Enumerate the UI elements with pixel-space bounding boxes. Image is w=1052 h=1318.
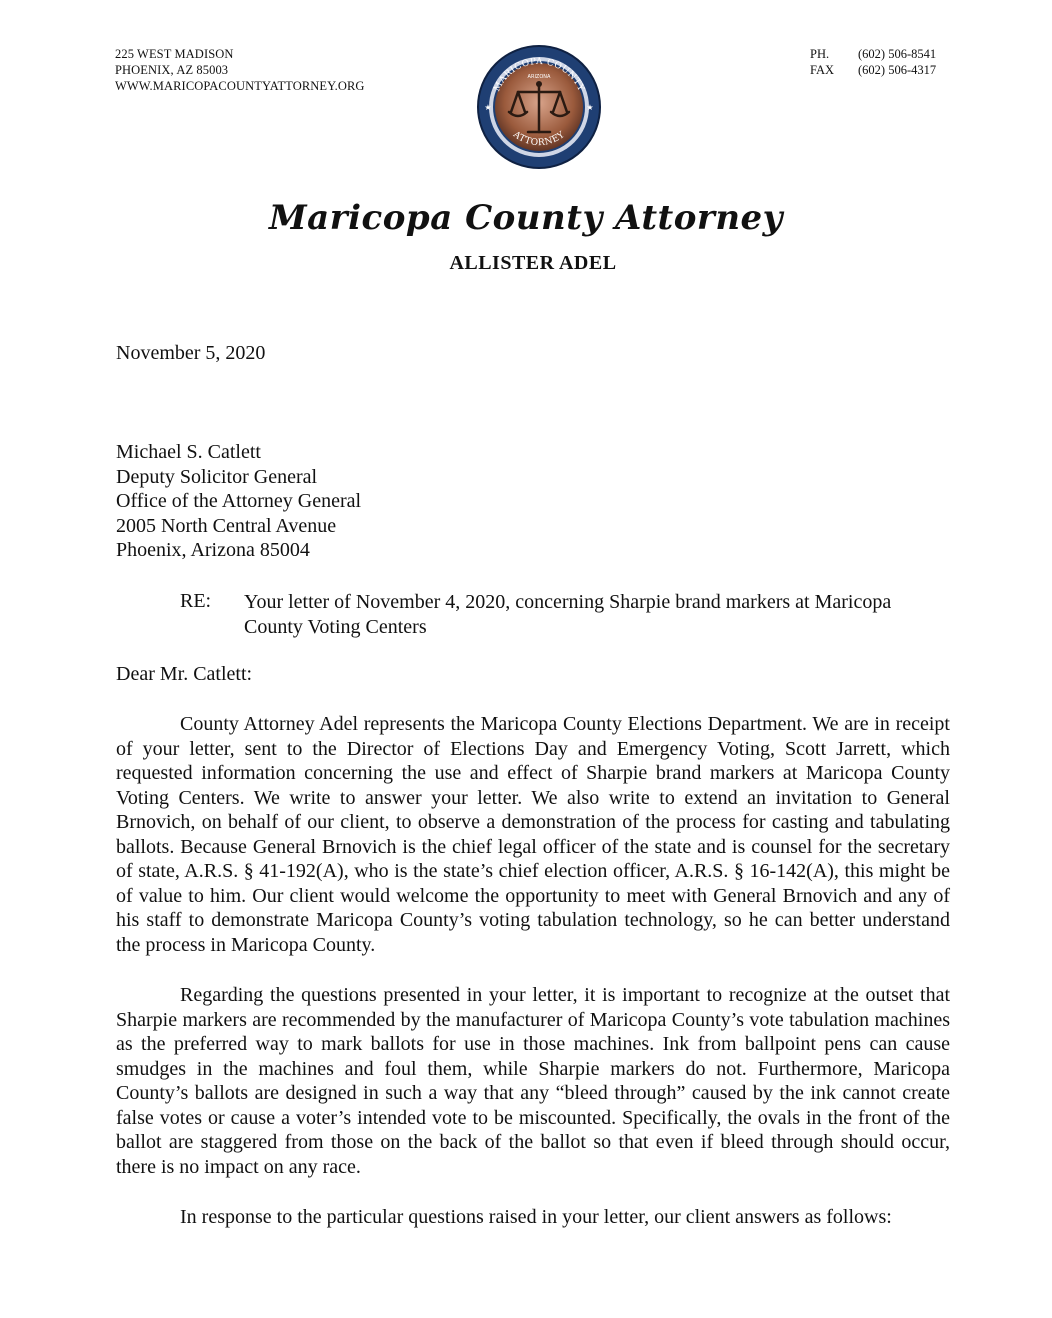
phone-label: PH. <box>810 47 830 61</box>
address-line-street: 225 WEST MADISON <box>115 47 234 61</box>
body-paragraph-1: County Attorney Adel represents the Maricopa County Elections Department. We are in receipt of your letter, sent to the Director of Elections Day and Emergency Voting, Scott Jarrett, which requested information concerning the use and effect of Sharpie brand markers at Maricopa County Voting Centers. We write to answer your letter. We also write to extend an invitation to General Brnovich, on behalf of our client, to observe a demonstration of the process for casting and tabulating ballots. Because General Brnovich is the chief legal officer of the state and is counsel for the secretary of state, A.R.S. § 41-192(A), who is the state’s chief election officer, A.R.S. § 16-142(A), this might be of value to him. Our client would welcome the opportunity to meet with General Brnovich and any of his staff to demonstrate Maricopa County’s voting tabulation technology, so he can better understand the process in Maricopa County. <box>116 713 950 956</box>
attorney-name: ALLISTER ADEL <box>449 252 617 274</box>
recipient-city: Phoenix, Arizona 85004 <box>116 539 310 561</box>
fax-number: (602) 506-4317 <box>858 63 937 77</box>
recipient-street: 2005 North Central Avenue <box>116 514 337 537</box>
fax-row <box>810 62 936 78</box>
body-paragraph-2: Regarding the questions presented in your letter, it is important to recognize at the outset that Sharpie markers are recommended by the manufacturer of Maricopa County’s vote tabulation machines as the preferred way to mark ballots for use in those machines. Ink from ballpoint pens can cause smudges in the machines and foul them, while Sharpie markers do not. Furthermore, Maricopa County’s ballots are designed in such a way that any “bleed through” caused by the ink cannot create false votes or cause a voter’s intended vote to be miscounted. Specifically, the ovals in the front of the ballot are staggered from those on the back of the ballot so that even if bleed through should occur, there is no impact on any race. <box>116 984 950 1178</box>
letterhead-contacts <box>810 46 936 78</box>
address-line-website: WWW.MARICOPACOUNTYATTORNEY.ORG <box>115 79 365 93</box>
recipient-title: Deputy Solicitor General <box>116 465 318 488</box>
fax-label: FAX <box>810 63 835 77</box>
recipient-name: Michael S. Catlett <box>116 441 261 463</box>
re-subject: Your letter of November 4, 2020, concerning Sharpie brand markers at Maricopa County Voting Centers <box>244 591 892 638</box>
svg-text:★: ★ <box>586 103 594 112</box>
county-attorney-seal <box>476 44 602 170</box>
letter-date: November 5, 2020 <box>116 342 266 364</box>
phone-number: (602) 506-8541 <box>858 47 937 61</box>
recipient-office: Office of the Attorney General <box>116 490 362 512</box>
recipient-address <box>116 440 361 563</box>
svg-text:ARIZONA: ARIZONA <box>527 74 551 80</box>
office-title: Maricopa County Attorney <box>269 198 783 238</box>
body-paragraph-3: In response to the particular questions raised in your letter, our client answers as follows: <box>180 1206 892 1228</box>
phone-row <box>810 46 936 62</box>
letterhead-address <box>115 46 365 94</box>
re-label: RE: <box>180 590 212 612</box>
address-line-city: PHOENIX, AZ 85003 <box>115 63 229 77</box>
svg-text:MARICOPA COUNTY: MARICOPA COUNTY <box>492 56 586 94</box>
svg-text:ATTORNEY: ATTORNEY <box>511 129 567 149</box>
svg-text:★: ★ <box>484 103 492 112</box>
salutation: Dear Mr. Catlett: <box>116 663 253 685</box>
